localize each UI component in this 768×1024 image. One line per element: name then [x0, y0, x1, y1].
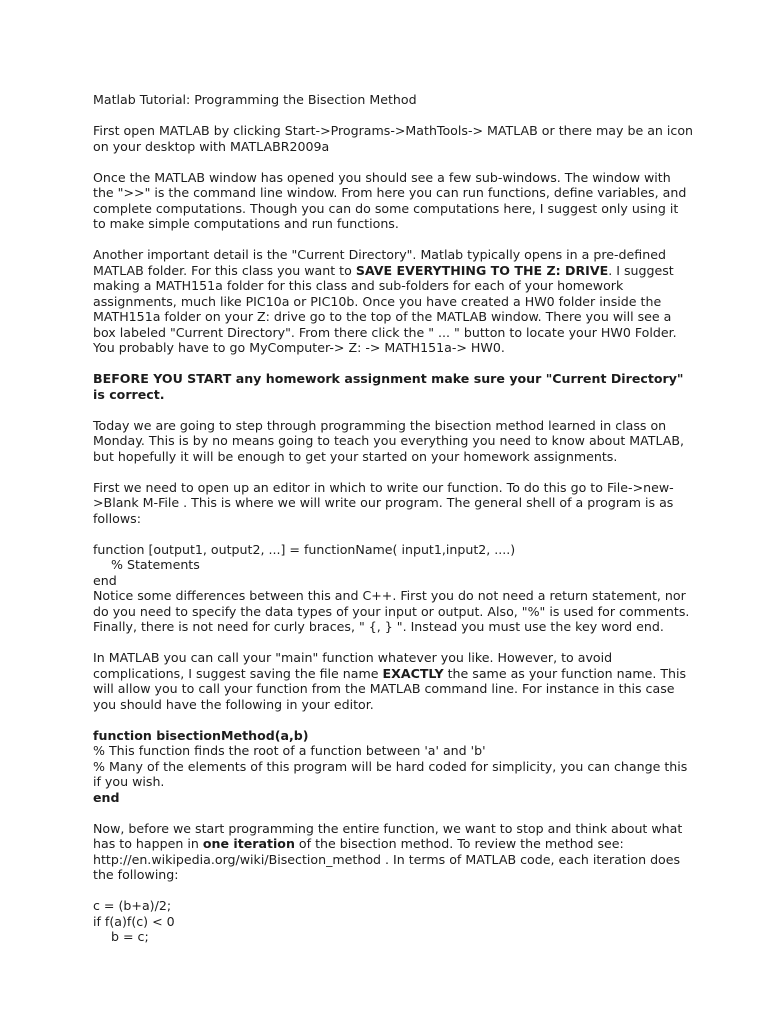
paragraph-differences: Notice some differences between this and C++. First you do not need a return statement, nor do you need to specify the data types of your input or output. Also, "%" is used for comments. Finally, there is not need for curly braces, " {, } ". Instead you must use the key word end. [93, 588, 690, 634]
warning-text: BEFORE YOU START any homework assignment make sure your "Current Directory" is correct. [93, 371, 684, 402]
code-shell-block [93, 542, 693, 589]
paragraph-current-directory [93, 247, 693, 356]
paragraph-intro-bisection: Today we are going to step through programming the bisection method learned in class on Monday. This is by no means going to teach you everything you need to know about MATLAB, but hopefully it will be enough to get your started on your homework assignments. [93, 417, 685, 464]
code-line: b = c; [111, 929, 149, 944]
code-comment-line: % Many of the elements of this program will be hard coded for simplicity, you can change this if you wish. [93, 758, 688, 789]
paragraph-open-matlab: First open MATLAB by clicking Start->Programs->MathTools-> MATLAB or there may be an icon on your desktop with MATLABR2009a [93, 123, 694, 154]
code-line-bold: end [93, 789, 120, 805]
emphasis-text: EXACTLY [382, 665, 444, 681]
example-function-block [93, 728, 693, 806]
emphasis-text: one iteration [202, 836, 295, 851]
document-title: Matlab Tutorial: Programming the Bisection Method [93, 92, 417, 107]
document-body [93, 92, 693, 945]
code-line: if f(a)f(c) < 0 [93, 913, 175, 929]
code-line: end [93, 572, 117, 588]
paragraph-text: . I suggest making a MATH151a folder for this class and sub-folders for each of your homework assignments, much like PIC10a or PIC10b. Once you have created a HW0 folder inside the MATH151a folder on your Z: drive go to the top of the MATLAB window. There you will see a box labeled "Current Directory". From there click the " ... " button to locate your HW0 Folder. You probably have to go MyComputer-> Z: -> MATH151a-> HW0. [93, 262, 677, 355]
paragraph-text: of the bisection method. To review the method see: http://en.wikipedia.org/wiki/Bisection_method . In terms of MATLAB code, each iteration does the following: [93, 836, 681, 882]
warning-paragraph [93, 371, 693, 402]
paragraph-text: the same as your function name. This will allow you to call your function from the MATLAB command line. For instance in this case you should have the following in your editor. [93, 665, 687, 712]
code-line: c = (b+a)/2; [93, 898, 172, 913]
paragraph-text: Another important detail is the "Current Directory". Matlab typically opens in a pre-defined MATLAB folder. For this class you want to [93, 247, 666, 278]
code-line-bold: function bisectionMethod(a,b) [93, 727, 309, 743]
paragraph-sub-windows: Once the MATLAB window has opened you should see a few sub-windows. The window with the ">>" is the command line window. From here you can run functions, define variables, and complete computations. Though you can do some computations here, I suggest only using it to make simple computations and run functions. [93, 169, 687, 231]
paragraph-text: Now, before we start programming the entire function, we want to stop and think about what has to happen in [93, 820, 683, 851]
paragraph-text: In MATLAB you can call your "main" function whatever you like. However, to avoid complications, I suggest saving the file name [93, 650, 613, 681]
paragraph-open-editor: First we need to open up an editor in which to write our function. To do this go to File->new->Blank M-File . This is where we will write our program. The general shell of a program is as follows: [93, 479, 674, 526]
paragraph-function-name [93, 650, 693, 712]
code-comment-line: % This function finds the root of a function between 'a' and 'b' [93, 743, 486, 758]
code-line: function [output1, output2, ...] = functionName( input1,input2, ....) [93, 541, 516, 557]
paragraph-one-iteration [93, 821, 693, 883]
emphasis-text: SAVE EVERYTHING TO THE Z: DRIVE [355, 262, 609, 278]
code-iteration-block [93, 898, 693, 945]
code-line: % Statements [111, 557, 200, 572]
